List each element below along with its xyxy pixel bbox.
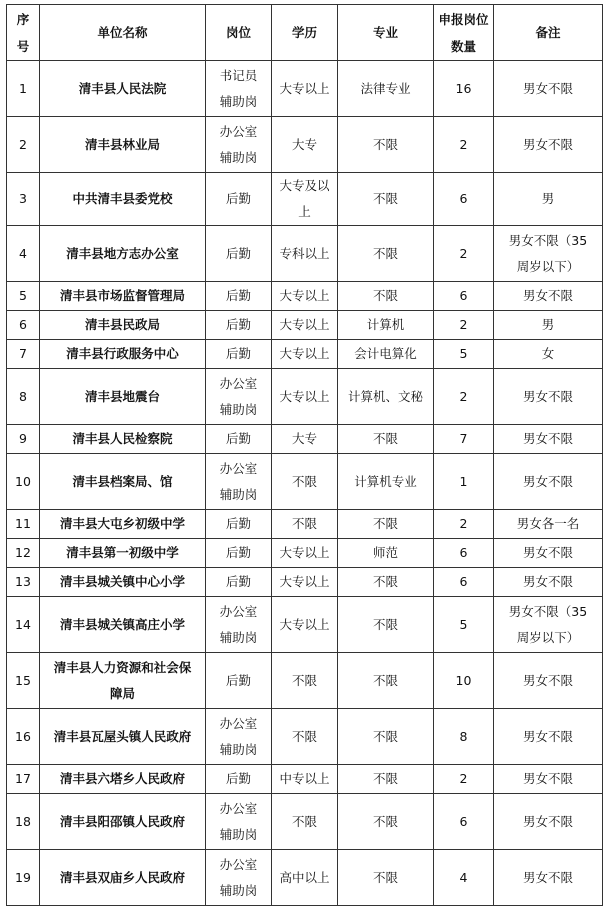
- cell-unit-line: 清丰县人民法院: [78, 80, 167, 96]
- cell-post-line: 书记员: [219, 67, 258, 83]
- header-row: [7, 5, 603, 61]
- cell-seq: 12: [7, 539, 40, 568]
- cell-unit: [40, 173, 206, 226]
- cell-seq: 17: [7, 765, 40, 794]
- cell-post: [206, 173, 272, 226]
- cell-post-line: 后勤: [225, 516, 251, 531]
- cell-major: [338, 311, 434, 340]
- cell-edu-line: 大专以上: [279, 388, 330, 404]
- header-edu: 学历: [272, 5, 338, 61]
- cell-seq: 11: [7, 510, 40, 539]
- job-posting-table: [6, 4, 603, 906]
- cell-note: [494, 117, 603, 173]
- cell-seq: 14: [7, 597, 40, 653]
- header-major: 专业: [338, 5, 434, 61]
- cell-note-line: 男女各一名: [516, 516, 580, 531]
- cell-note: [494, 454, 603, 510]
- cell-post: [206, 597, 272, 653]
- table-row: [7, 539, 603, 568]
- cell-count: 2: [434, 117, 494, 173]
- cell-note-line: 男女不限: [522, 672, 573, 688]
- cell-note-line: 男女不限（35: [508, 603, 588, 619]
- cell-seq: 8: [7, 369, 40, 425]
- cell-note-line: 男女不限: [522, 574, 573, 589]
- cell-major-line: 不限: [372, 136, 398, 152]
- cell-count: 2: [434, 510, 494, 539]
- cell-note: [494, 226, 603, 282]
- cell-unit: [40, 369, 206, 425]
- cell-edu: [272, 653, 338, 709]
- table-row: [7, 850, 603, 906]
- cell-post: [206, 709, 272, 765]
- table-row: [7, 369, 603, 425]
- cell-edu-line: 不限: [291, 516, 317, 531]
- cell-major: [338, 61, 434, 117]
- table-row: [7, 454, 603, 510]
- cell-unit-line: 清丰县市场监督管理局: [59, 288, 185, 303]
- table-row: [7, 510, 603, 539]
- cell-post: [206, 117, 272, 173]
- cell-note: [494, 61, 603, 117]
- cell-note: [494, 510, 603, 539]
- cell-edu: [272, 61, 338, 117]
- cell-unit-line: 清丰县双庙乡人民政府: [59, 869, 185, 885]
- cell-unit-line: 清丰县人力资源和社会保: [53, 659, 192, 675]
- cell-unit-line: 障局: [109, 685, 135, 701]
- cell-count: 6: [434, 568, 494, 597]
- cell-unit: [40, 709, 206, 765]
- cell-seq: 13: [7, 568, 40, 597]
- cell-major-line: 不限: [372, 869, 398, 885]
- cell-unit: [40, 510, 206, 539]
- cell-seq: 16: [7, 709, 40, 765]
- cell-post: [206, 61, 272, 117]
- cell-unit: [40, 340, 206, 369]
- cell-major: [338, 850, 434, 906]
- table-row: [7, 597, 603, 653]
- cell-unit-line: 清丰县地方志办公室: [66, 245, 179, 261]
- cell-major: [338, 117, 434, 173]
- cell-major-line: 不限: [372, 574, 398, 589]
- cell-note: [494, 568, 603, 597]
- cell-major: [338, 568, 434, 597]
- cell-unit-line: 清丰县林业局: [84, 136, 160, 152]
- table-row: [7, 173, 603, 226]
- cell-unit: [40, 61, 206, 117]
- cell-post-line: 办公室: [219, 375, 258, 391]
- cell-post: [206, 454, 272, 510]
- cell-post-line: 辅助岗: [219, 629, 258, 645]
- cell-unit: [40, 794, 206, 850]
- cell-post-line: 辅助岗: [219, 882, 258, 898]
- cell-unit-line: 清丰县地震台: [84, 388, 160, 404]
- cell-count: 5: [434, 340, 494, 369]
- cell-note: [494, 850, 603, 906]
- cell-post: [206, 425, 272, 454]
- cell-unit: [40, 539, 206, 568]
- cell-count: 10: [434, 653, 494, 709]
- cell-post-line: 后勤: [225, 431, 251, 446]
- cell-seq: 10: [7, 454, 40, 510]
- cell-count: 5: [434, 597, 494, 653]
- cell-post-line: 后勤: [225, 346, 251, 361]
- cell-edu: [272, 794, 338, 850]
- cell-count: 8: [434, 709, 494, 765]
- header-post: 岗位: [206, 5, 272, 61]
- cell-post: [206, 311, 272, 340]
- table-row: [7, 765, 603, 794]
- cell-major-line: 计算机、文秘: [347, 388, 423, 404]
- cell-unit-line: 清丰县城关镇高庄小学: [59, 616, 185, 632]
- cell-note-line: 男: [541, 191, 555, 206]
- cell-major: [338, 369, 434, 425]
- cell-edu: [272, 340, 338, 369]
- cell-major: [338, 510, 434, 539]
- cell-post-line: 后勤: [225, 288, 251, 303]
- table-row: [7, 340, 603, 369]
- table-row: [7, 709, 603, 765]
- cell-note-line: 男: [541, 317, 555, 332]
- cell-count: 6: [434, 794, 494, 850]
- cell-unit-line: 清丰县大屯乡初级中学: [59, 516, 185, 531]
- cell-count: 6: [434, 173, 494, 226]
- cell-post: [206, 794, 272, 850]
- cell-edu-line: 大专: [291, 136, 317, 152]
- cell-note-line: 周岁以下）: [516, 258, 580, 274]
- cell-edu: [272, 568, 338, 597]
- cell-count: 7: [434, 425, 494, 454]
- cell-major-line: 计算机专业: [354, 473, 417, 489]
- cell-count: 6: [434, 282, 494, 311]
- cell-unit-line: 清丰县民政局: [84, 317, 160, 332]
- cell-unit-line: 清丰县人民检察院: [72, 431, 173, 446]
- cell-edu-line: 大专以上: [279, 288, 330, 303]
- cell-count: 6: [434, 539, 494, 568]
- cell-major: [338, 597, 434, 653]
- cell-post-line: 后勤: [225, 317, 251, 332]
- cell-unit: [40, 454, 206, 510]
- cell-unit: [40, 597, 206, 653]
- cell-post-line: 辅助岗: [219, 93, 258, 109]
- cell-note-line: 男女不限: [522, 728, 573, 744]
- cell-edu-line: 不限: [291, 672, 317, 688]
- cell-note-line: 男女不限: [522, 80, 573, 96]
- cell-edu-line: 不限: [291, 813, 317, 829]
- cell-seq: 18: [7, 794, 40, 850]
- cell-edu: [272, 369, 338, 425]
- cell-post: [206, 850, 272, 906]
- cell-major: [338, 709, 434, 765]
- table-row: [7, 425, 603, 454]
- cell-major: [338, 454, 434, 510]
- cell-post: [206, 282, 272, 311]
- cell-unit: [40, 226, 206, 282]
- cell-post: [206, 568, 272, 597]
- cell-major: [338, 226, 434, 282]
- cell-major: [338, 340, 434, 369]
- cell-unit-line: 中共清丰县委党校: [72, 191, 173, 206]
- cell-edu: [272, 709, 338, 765]
- cell-seq: 6: [7, 311, 40, 340]
- cell-post: [206, 340, 272, 369]
- cell-seq: 1: [7, 61, 40, 117]
- cell-post-line: 办公室: [219, 800, 258, 816]
- cell-edu: [272, 510, 338, 539]
- cell-unit: [40, 850, 206, 906]
- cell-edu: [272, 173, 338, 226]
- cell-post-line: 辅助岗: [219, 486, 258, 502]
- cell-count: 16: [434, 61, 494, 117]
- cell-count: 2: [434, 369, 494, 425]
- cell-note: [494, 539, 603, 568]
- cell-count: 2: [434, 765, 494, 794]
- cell-post-line: 辅助岗: [219, 826, 258, 842]
- cell-major-line: 不限: [372, 245, 398, 261]
- cell-post: [206, 226, 272, 282]
- cell-unit-line: 清丰县阳邵镇人民政府: [59, 813, 185, 829]
- cell-edu: [272, 850, 338, 906]
- cell-unit: [40, 653, 206, 709]
- cell-post-line: 后勤: [225, 545, 251, 560]
- cell-count: 1: [434, 454, 494, 510]
- table-row: [7, 117, 603, 173]
- cell-post-line: 辅助岗: [219, 401, 258, 417]
- cell-edu-line: 大专以上: [279, 616, 330, 632]
- cell-note-line: 周岁以下）: [516, 629, 580, 645]
- cell-post-line: 后勤: [225, 574, 251, 589]
- cell-major-line: 不限: [372, 431, 398, 446]
- cell-major: [338, 794, 434, 850]
- cell-edu-line: 不限: [291, 728, 317, 744]
- cell-major: [338, 539, 434, 568]
- cell-edu: [272, 311, 338, 340]
- cell-post-line: 办公室: [219, 460, 258, 476]
- cell-post: [206, 539, 272, 568]
- cell-major: [338, 765, 434, 794]
- cell-edu-line: 大专以上: [279, 346, 330, 361]
- cell-note: [494, 597, 603, 653]
- cell-note: [494, 369, 603, 425]
- cell-seq: 7: [7, 340, 40, 369]
- cell-post: [206, 510, 272, 539]
- cell-unit: [40, 425, 206, 454]
- table-row: [7, 61, 603, 117]
- cell-post-line: 办公室: [219, 123, 258, 139]
- cell-seq: 2: [7, 117, 40, 173]
- cell-edu: [272, 282, 338, 311]
- cell-note: [494, 173, 603, 226]
- cell-edu: [272, 597, 338, 653]
- cell-note-line: 男女不限: [522, 771, 573, 786]
- cell-post-line: 办公室: [219, 856, 258, 872]
- header-note: 备注: [494, 5, 603, 61]
- cell-unit: [40, 765, 206, 794]
- cell-count: 2: [434, 226, 494, 282]
- cell-note-line: 男女不限: [522, 869, 573, 885]
- cell-unit: [40, 117, 206, 173]
- cell-unit: [40, 311, 206, 340]
- cell-seq: 4: [7, 226, 40, 282]
- cell-unit-line: 清丰县瓦屋头镇人民政府: [53, 728, 192, 744]
- cell-note: [494, 709, 603, 765]
- cell-edu-line: 大专: [291, 431, 317, 446]
- cell-note-line: 男女不限: [522, 545, 573, 560]
- cell-edu-line: 大专以上: [279, 317, 330, 332]
- cell-major: [338, 282, 434, 311]
- cell-post-line: 后勤: [225, 672, 251, 688]
- cell-major-line: 不限: [372, 728, 398, 744]
- cell-note-line: 男女不限（35: [508, 232, 588, 248]
- cell-note: [494, 653, 603, 709]
- header-unit: 单位名称: [40, 5, 206, 61]
- cell-post: [206, 765, 272, 794]
- cell-note: [494, 311, 603, 340]
- cell-post-line: 办公室: [219, 603, 258, 619]
- cell-edu-line: 大专以上: [279, 80, 330, 96]
- cell-unit-line: 清丰县行政服务中心: [66, 346, 179, 361]
- cell-major-line: 不限: [372, 191, 398, 206]
- cell-unit: [40, 282, 206, 311]
- cell-edu: [272, 117, 338, 173]
- cell-edu-line: 大专以上: [279, 545, 330, 560]
- table-row: [7, 653, 603, 709]
- cell-edu: [272, 454, 338, 510]
- header-count: 申报岗位 数量: [434, 5, 494, 61]
- cell-unit-line: 清丰县六塔乡人民政府: [59, 771, 185, 786]
- cell-major-line: 不限: [372, 516, 398, 531]
- cell-edu: [272, 226, 338, 282]
- cell-edu-line: 大专及以上: [279, 178, 330, 219]
- cell-note: [494, 765, 603, 794]
- cell-edu: [272, 539, 338, 568]
- cell-count: 2: [434, 311, 494, 340]
- cell-major-line: 不限: [372, 288, 398, 303]
- cell-edu-line: 高中以上: [279, 869, 330, 885]
- cell-edu-line: 不限: [291, 473, 317, 489]
- table-row: [7, 226, 603, 282]
- cell-note-line: 男女不限: [522, 288, 573, 303]
- cell-unit-line: 清丰县城关镇中心小学: [59, 574, 185, 589]
- cell-edu: [272, 425, 338, 454]
- cell-seq: 15: [7, 653, 40, 709]
- cell-edu-line: 大专以上: [279, 574, 330, 589]
- cell-major-line: 师范: [372, 545, 398, 560]
- cell-post: [206, 369, 272, 425]
- cell-note-line: 男女不限: [522, 388, 573, 404]
- cell-major: [338, 653, 434, 709]
- cell-seq: 19: [7, 850, 40, 906]
- cell-note: [494, 282, 603, 311]
- cell-major-line: 不限: [372, 771, 398, 786]
- cell-post-line: 辅助岗: [219, 741, 258, 757]
- cell-major-line: 不限: [372, 616, 398, 632]
- cell-edu-line: 专科以上: [279, 245, 330, 261]
- cell-note-line: 男女不限: [522, 473, 573, 489]
- cell-post-line: 后勤: [225, 771, 251, 786]
- cell-note: [494, 425, 603, 454]
- cell-unit-line: 清丰县档案局、馆: [72, 473, 173, 489]
- cell-note: [494, 794, 603, 850]
- cell-post-line: 办公室: [219, 715, 258, 731]
- cell-edu: [272, 765, 338, 794]
- cell-seq: 3: [7, 173, 40, 226]
- cell-unit-line: 清丰县第一初级中学: [66, 545, 179, 560]
- cell-note-line: 男女不限: [522, 136, 573, 152]
- cell-major: [338, 425, 434, 454]
- cell-post-line: 后勤: [225, 191, 251, 206]
- cell-major-line: 不限: [372, 813, 398, 829]
- header-seq: 序 号: [7, 5, 40, 61]
- cell-post-line: 后勤: [225, 245, 251, 261]
- cell-unit: [40, 568, 206, 597]
- cell-major-line: 计算机: [366, 317, 405, 332]
- cell-major-line: 会计电算化: [354, 346, 417, 361]
- cell-major-line: 法律专业: [360, 80, 411, 96]
- cell-note-line: 男女不限: [522, 431, 573, 446]
- table-row: [7, 794, 603, 850]
- cell-note: [494, 340, 603, 369]
- table-row: [7, 568, 603, 597]
- cell-note-line: 男女不限: [522, 813, 573, 829]
- cell-note-line: 女: [541, 346, 555, 361]
- cell-seq: 9: [7, 425, 40, 454]
- cell-post: [206, 653, 272, 709]
- table-row: [7, 282, 603, 311]
- cell-edu-line: 中专以上: [279, 771, 330, 786]
- cell-major: [338, 173, 434, 226]
- cell-post-line: 辅助岗: [219, 149, 258, 165]
- cell-seq: 5: [7, 282, 40, 311]
- cell-major-line: 不限: [372, 672, 398, 688]
- table-row: [7, 311, 603, 340]
- cell-count: 4: [434, 850, 494, 906]
